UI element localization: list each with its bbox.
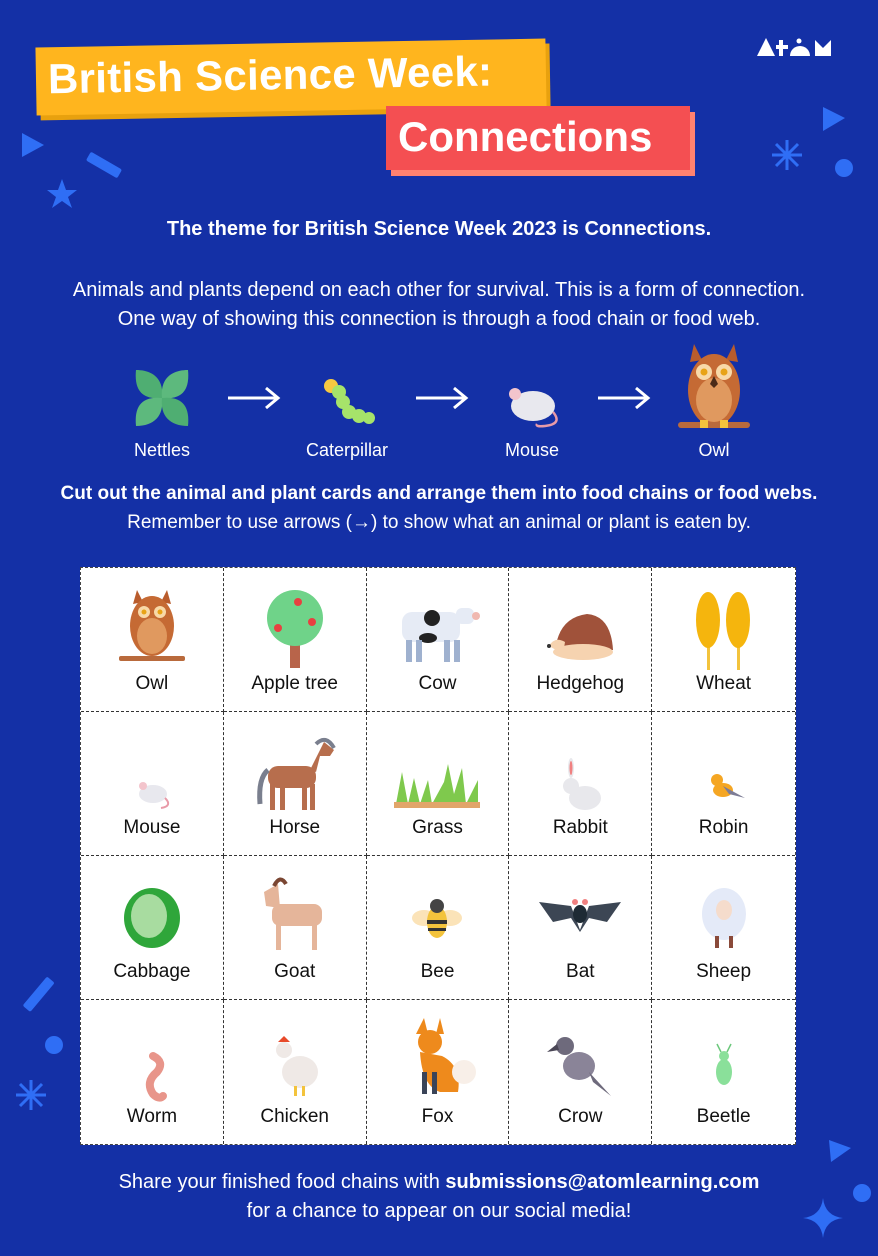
card-label: Apple tree xyxy=(251,673,338,694)
caterpillar-icon xyxy=(317,374,377,434)
rabbit-icon xyxy=(535,728,625,814)
hedgehog-icon xyxy=(535,584,625,670)
bar-decoration-icon xyxy=(86,150,126,180)
asterisk-decoration-icon xyxy=(14,1078,48,1112)
intro-text xyxy=(0,276,878,334)
owl-icon xyxy=(676,340,752,436)
beetle-icon xyxy=(679,1016,769,1102)
share-prefix: Share your finished food chains with xyxy=(118,1171,446,1193)
star-decoration-icon xyxy=(46,178,78,210)
bat-icon xyxy=(535,872,625,958)
apple-tree-icon xyxy=(250,584,340,670)
card-label: Wheat xyxy=(696,673,752,694)
sheep-icon xyxy=(679,872,769,958)
card-hedgehog[interactable] xyxy=(509,568,652,712)
chain-label: Caterpillar xyxy=(305,440,389,460)
card-robin[interactable] xyxy=(652,712,795,856)
card-crow[interactable] xyxy=(509,1000,652,1144)
card-label: Hedgehog xyxy=(536,673,625,694)
chain-label: Nettles xyxy=(133,440,191,460)
card-beetle[interactable] xyxy=(652,1000,795,1144)
example-food-chain xyxy=(0,338,878,468)
card-label: Cabbage xyxy=(113,961,191,982)
theme-sentence: The theme for British Science Week 2023 is Connections. xyxy=(166,218,712,240)
card-label: Sheep xyxy=(696,961,752,982)
card-bee[interactable] xyxy=(367,856,510,1000)
chain-item-mouse xyxy=(472,338,592,460)
worm-icon xyxy=(107,1016,197,1102)
card-label: Owl xyxy=(135,673,169,694)
chain-item-caterpillar xyxy=(287,338,407,460)
card-wheat[interactable] xyxy=(652,568,795,712)
bee-icon xyxy=(392,872,482,958)
page-title-line2: Connections xyxy=(398,113,653,160)
triangle-decoration-icon xyxy=(829,1138,853,1164)
chain-label: Mouse xyxy=(504,440,560,460)
intro-line-1: Animals and plants depend on each other for survival. This is a form of connection. xyxy=(72,279,806,301)
nettle-leaves-icon xyxy=(132,366,192,430)
card-owl[interactable] xyxy=(81,568,224,712)
goat-icon xyxy=(250,872,340,958)
chain-item-nettles xyxy=(102,338,222,460)
card-cow[interactable] xyxy=(367,568,510,712)
arrow-right-icon xyxy=(596,386,652,410)
owl-icon xyxy=(107,584,197,670)
dot-decoration-icon xyxy=(834,158,854,178)
card-chicken[interactable] xyxy=(224,1000,367,1144)
atom-logo xyxy=(757,36,841,58)
card-fox[interactable] xyxy=(367,1000,510,1144)
cut-out-card-grid xyxy=(80,567,796,1145)
wheat-icon xyxy=(679,584,769,670)
card-label: Beetle xyxy=(696,1106,751,1127)
card-label: Rabbit xyxy=(552,817,608,838)
card-label: Mouse xyxy=(123,817,181,838)
card-label: Grass xyxy=(412,817,463,838)
chain-item-owl xyxy=(654,338,774,460)
subtitle-banner xyxy=(386,106,690,170)
share-line-1 xyxy=(0,1168,878,1197)
card-sheep[interactable] xyxy=(652,856,795,1000)
mouse-icon xyxy=(497,382,567,432)
card-bat[interactable] xyxy=(509,856,652,1000)
share-line-2: for a chance to appear on our social media! xyxy=(246,1200,632,1222)
intro-line-2: One way of showing this connection is through a food chain or food web. xyxy=(117,308,761,330)
asterisk-decoration-icon xyxy=(770,138,804,172)
card-label: Crow xyxy=(558,1106,603,1127)
robin-icon xyxy=(679,728,769,814)
share-text xyxy=(0,1168,878,1226)
crow-icon xyxy=(535,1016,625,1102)
card-label: Worm xyxy=(126,1106,178,1127)
card-mouse[interactable] xyxy=(81,712,224,856)
bar-decoration-icon xyxy=(18,975,58,1015)
triangle-decoration-icon xyxy=(22,133,46,159)
card-label: Fox xyxy=(421,1106,454,1127)
card-cabbage[interactable] xyxy=(81,856,224,1000)
arrow-right-icon xyxy=(414,386,470,410)
submission-email-link[interactable]: submissions@atomlearning.com xyxy=(445,1171,760,1193)
card-label: Robin xyxy=(698,817,749,838)
fox-icon xyxy=(392,1016,482,1102)
arrow-right-icon xyxy=(226,386,282,410)
card-label: Cow xyxy=(418,673,457,694)
instruction-bold: Cut out the animal and plant cards and arrange them into food chains or food webs. xyxy=(60,483,818,504)
cow-icon xyxy=(392,584,482,670)
card-label: Goat xyxy=(274,961,316,982)
card-goat[interactable] xyxy=(224,856,367,1000)
card-label: Chicken xyxy=(260,1106,330,1127)
instruction-normal: Remember to use arrows (→) to show what an animal or plant is eaten by. xyxy=(127,512,751,533)
page-title-line1: British Science Week: xyxy=(47,47,493,103)
card-label: Bee xyxy=(420,961,455,982)
chicken-icon xyxy=(250,1016,340,1102)
card-grass[interactable] xyxy=(367,712,510,856)
grass-icon xyxy=(392,728,482,814)
title-banner xyxy=(35,39,546,116)
mouse-icon xyxy=(107,728,197,814)
dot-decoration-icon xyxy=(44,1035,64,1055)
card-apple-tree[interactable] xyxy=(224,568,367,712)
card-label: Bat xyxy=(566,961,595,982)
card-label: Horse xyxy=(269,817,321,838)
card-worm[interactable] xyxy=(81,1000,224,1144)
triangle-decoration-icon xyxy=(823,107,847,133)
card-rabbit[interactable] xyxy=(509,712,652,856)
card-horse[interactable] xyxy=(224,712,367,856)
cabbage-icon xyxy=(107,872,197,958)
horse-icon xyxy=(250,728,340,814)
chain-label: Owl xyxy=(698,440,730,460)
